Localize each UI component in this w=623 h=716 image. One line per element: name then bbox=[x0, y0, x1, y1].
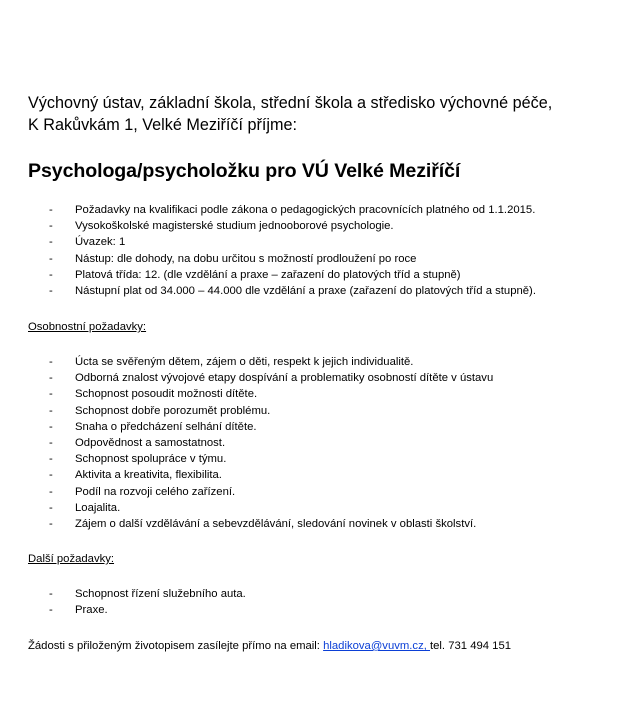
list-item: - Požadavky na kvalifikaci podle zákona o pedagogických pracovnících platného od 1.1.2015. bbox=[28, 202, 536, 218]
list-item: - Schopnost spolupráce v týmu. bbox=[28, 451, 493, 467]
other-requirements-list bbox=[28, 586, 246, 618]
dash-bullet: - bbox=[49, 268, 53, 281]
list-item: - Odpovědnost a samostatnost. bbox=[28, 435, 493, 451]
list-item: - Odborná znalost vývojové etapy dospívání a problematiky osobností dítěte v ústavu bbox=[28, 370, 493, 386]
list-item: - Nástup: dle dohody, na dobu určitou s možností prodloužení po roce bbox=[28, 251, 536, 267]
personal-requirements-title: Osobnostní požadavky: bbox=[28, 321, 147, 333]
list-item: - Aktivita a kreativita, flexibilita. bbox=[28, 467, 493, 483]
dash-bullet: - bbox=[49, 501, 53, 514]
list-item: - Zájem o další vzdělávání a sebevzdělávání, sledování novinek v oblasti školství. bbox=[28, 516, 493, 532]
dash-bullet: - bbox=[49, 252, 53, 265]
email-link[interactable]: hladikova@vuvm.cz, bbox=[323, 640, 430, 652]
list-item: - Vysokoškolské magisterské studium jednooborové psychologie. bbox=[28, 218, 536, 234]
dash-bullet: - bbox=[49, 518, 53, 531]
personal-requirements-list bbox=[28, 354, 493, 532]
list-item: - Nástupní plat od 34.000 – 44.000 dle vzdělání a praxe (zařazení do platových tříd a stupně). bbox=[28, 283, 536, 299]
list-item: - Snaha o předcházení selhání dítěte. bbox=[28, 419, 493, 435]
dash-bullet: - bbox=[49, 453, 53, 466]
intro-paragraph bbox=[28, 92, 552, 136]
dash-bullet: - bbox=[49, 236, 53, 249]
list-item: - Úcta se svěřeným dětem, zájem o děti, respekt k jejich individualitě. bbox=[28, 354, 493, 370]
list-item: - Loajalita. bbox=[28, 500, 493, 516]
contact-line bbox=[28, 638, 511, 654]
other-requirements-title: Další požadavky: bbox=[28, 553, 115, 565]
dash-bullet: - bbox=[49, 285, 53, 298]
dash-bullet: - bbox=[49, 588, 53, 600]
dash-bullet: - bbox=[49, 469, 53, 482]
dash-bullet: - bbox=[49, 372, 53, 385]
list-item: - Úvazek: 1 bbox=[28, 234, 536, 250]
list-item: - Platová třída: 12. (dle vzdělání a praxe – zařazení do platových tříd a stupně) bbox=[28, 267, 536, 283]
intro-line-1: Výchovný ústav, základní škola, střední škola a středisko výchovné péče, bbox=[28, 94, 553, 112]
phone-text: tel. 731 494 151 bbox=[430, 640, 512, 652]
list-item: - Schopnost posoudit možnosti dítěte. bbox=[28, 386, 493, 402]
list-item: - Praxe. bbox=[28, 602, 246, 618]
dash-bullet: - bbox=[49, 404, 53, 417]
dash-bullet: - bbox=[49, 604, 53, 617]
dash-bullet: - bbox=[49, 204, 53, 216]
dash-bullet: - bbox=[49, 420, 53, 433]
list-item: - Podíl na rozvoji celého zařízení. bbox=[28, 484, 493, 500]
job-title-heading: Psychologa/psycholožku pro VÚ Velké Meziříčí bbox=[28, 160, 461, 182]
list-item: - Schopnost řízení služebního auta. bbox=[28, 586, 246, 602]
dash-bullet: - bbox=[49, 220, 53, 233]
dash-bullet: - bbox=[49, 485, 53, 498]
list-item: - Schopnost dobře porozumět problému. bbox=[28, 403, 493, 419]
dash-bullet: - bbox=[49, 437, 53, 450]
requirements-list bbox=[28, 202, 536, 299]
intro-line-2: K Rakůvkám 1, Velké Meziříčí příjme: bbox=[28, 116, 297, 134]
dash-bullet: - bbox=[49, 356, 53, 368]
dash-bullet: - bbox=[49, 388, 53, 401]
contact-text: Žádosti s přiloženým životopisem zasílejte přímo na email: bbox=[28, 640, 324, 652]
